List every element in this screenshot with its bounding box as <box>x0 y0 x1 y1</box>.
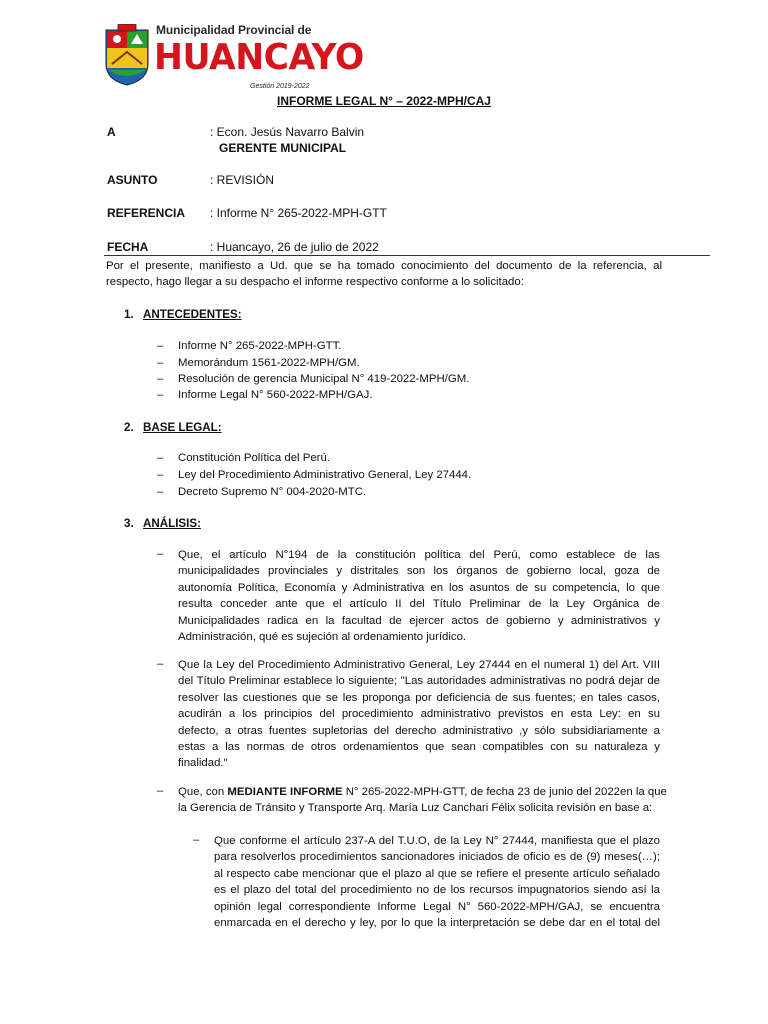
meta-label-referencia: REFERENCIA <box>107 206 186 220</box>
list-dash: – <box>157 389 164 401</box>
analysis-paragraph-2 <box>178 657 660 772</box>
list-dash: – <box>157 548 164 560</box>
meta-label-a: A <box>107 125 116 139</box>
list-dash: – <box>157 486 164 498</box>
text-line: finalidad." <box>178 757 228 770</box>
text-line: es el plazo del total del procedimiento no de los recursos impugnatorios siendo así la <box>214 884 660 897</box>
analysis-paragraph-4 <box>214 833 660 931</box>
list-dash: – <box>157 357 164 369</box>
logo-top-text: Municipalidad Provincial de <box>156 23 312 37</box>
meta-value-fecha: : Huancayo, 26 de julio de 2022 <box>210 240 379 254</box>
bold-reference: MEDIANTE INFORME <box>227 786 343 798</box>
section-antecedentes: 1. ANTECEDENTES: <box>124 308 242 321</box>
list-dash: – <box>157 785 164 797</box>
text-line: opinión legal correspondiente Informe Legal N° 560-2022-MPH/GAJ, se encuentra <box>214 900 660 913</box>
list-item: Ley del Procedimiento Administrativo General, Ley 27444. <box>178 469 472 481</box>
list-item: Decreto Supremo N° 004-2020-MTC. <box>178 486 367 498</box>
divider <box>104 255 710 256</box>
text-line: del Título Preliminar establece lo siguiente; "Las autoridades administrativas no podrá dejar de <box>178 675 660 688</box>
meta-label-asunto: ASUNTO <box>107 173 158 187</box>
list-item: Memorándum 1561-2022-MPH/GM. <box>178 357 360 369</box>
analysis-paragraph-1 <box>178 547 660 645</box>
text-line: Administración, qué es sujeción al ordenamiento jurídico. <box>178 630 467 643</box>
text-line: la Gerencia de Tránsito y Transporte Arq. María Luz Canchari Félix solicita revisión en base a: <box>178 802 653 815</box>
text-line: resolver las cuestiones que se les proponga por deficiencia de sus fuentes; en tales casos, <box>178 691 660 704</box>
logo-main-text: HUANCAYO <box>154 37 364 78</box>
text-line: Que, con MEDIANTE INFORME N° 265-2022-MPH-GTT, de fecha 23 de junio del 2022en la que <box>178 786 667 798</box>
meta-value-a-role: GERENTE MUNICIPAL <box>219 141 347 155</box>
text-line: resulta conceder ante que el artículo II del Título Preliminar de la Ley Orgánica de <box>178 598 660 611</box>
coat-of-arms-icon <box>104 24 150 86</box>
list-item: Informe N° 265-2022-MPH-GTT. <box>178 340 342 352</box>
list-item: Constitución Política del Perú. <box>178 452 330 464</box>
meta-value-a: : Econ. Jesús Navarro Balvin <box>210 125 365 139</box>
intro-paragraph <box>106 258 662 291</box>
meta-value-referencia: : Informe N° 265-2022-MPH-GTT <box>210 206 387 220</box>
text-line: Por el presente, manifiesto a Ud. que se ha tomado conocimiento del documento de la referencia, al <box>106 260 662 272</box>
municipality-logo <box>104 20 364 92</box>
analysis-paragraph-3 <box>178 784 667 817</box>
list-dash: – <box>157 658 164 670</box>
document-title: INFORME LEGAL N° – 2022-MPH/CAJ <box>277 94 491 108</box>
list-dash: – <box>157 469 164 481</box>
list-item: Resolución de gerencia Municipal N° 419-2022-MPH/GM. <box>178 373 470 385</box>
text-line: Que la Ley del Procedimiento Administrativo General, Ley 27444 en el numeral 1) del Art. VIII <box>178 659 660 671</box>
text-line: al respecto cabe mencionar que el plazo al que se refiere el presente artículo señalado <box>214 867 660 880</box>
text-line: Que conforme el artículo 237-A del T.U.O, de la Ley N° 27444, manifiesta que el plazo <box>214 835 660 847</box>
text-line: Que, el artículo N°194 de la constitución política del Perú, como establece de las <box>178 549 660 561</box>
text-line: para resolverlos procedimientos sancionadores iniciados de oficio es de (9) meses(…); <box>214 851 660 864</box>
meta-value-asunto: : REVISIÓN <box>210 173 275 187</box>
logo-sub-text: Gestión 2019-2022 <box>250 83 310 90</box>
section-analisis: 3. ANÁLISIS: <box>124 517 201 530</box>
list-dash: – <box>157 340 164 352</box>
text-line: defecto, a otras fuentes supletorias del derecho administrativo ,y sólo subsidiariamente a <box>178 724 660 737</box>
section-base-legal: 2. BASE LEGAL: <box>124 421 222 434</box>
text-line: municipalidades provinciales y distritales son los órganos de gobierno local, goza de <box>178 565 660 578</box>
list-dash: – <box>157 373 164 385</box>
text-line: acudirán a los principios del procedimiento administrativo previstos en esta Ley: en su <box>178 708 660 721</box>
text-line: autonomía Política, Economía y Administrativa en los asuntos de su competencia, lo que <box>178 581 660 594</box>
meta-label-fecha: FECHA <box>107 240 149 254</box>
list-item: Informe Legal N° 560-2022-MPH/GAJ. <box>178 389 373 401</box>
list-dash: – <box>157 452 164 464</box>
text-line: enmarcada en el derecho y ley, por lo que la interpretación se debe dar en el total del <box>214 916 660 929</box>
text-line: estas a las normas de otros ordenamientos que sean compatibles con su naturaleza y <box>178 740 660 753</box>
list-dash: – <box>193 834 200 846</box>
text-line: respecto, hago llegar a su despacho el informe respectivo conforme a lo solicitado: <box>106 276 524 289</box>
text-line: Municipalidades radica en la facultad de ejercer actos de gobierno y administrativos y <box>178 614 660 627</box>
